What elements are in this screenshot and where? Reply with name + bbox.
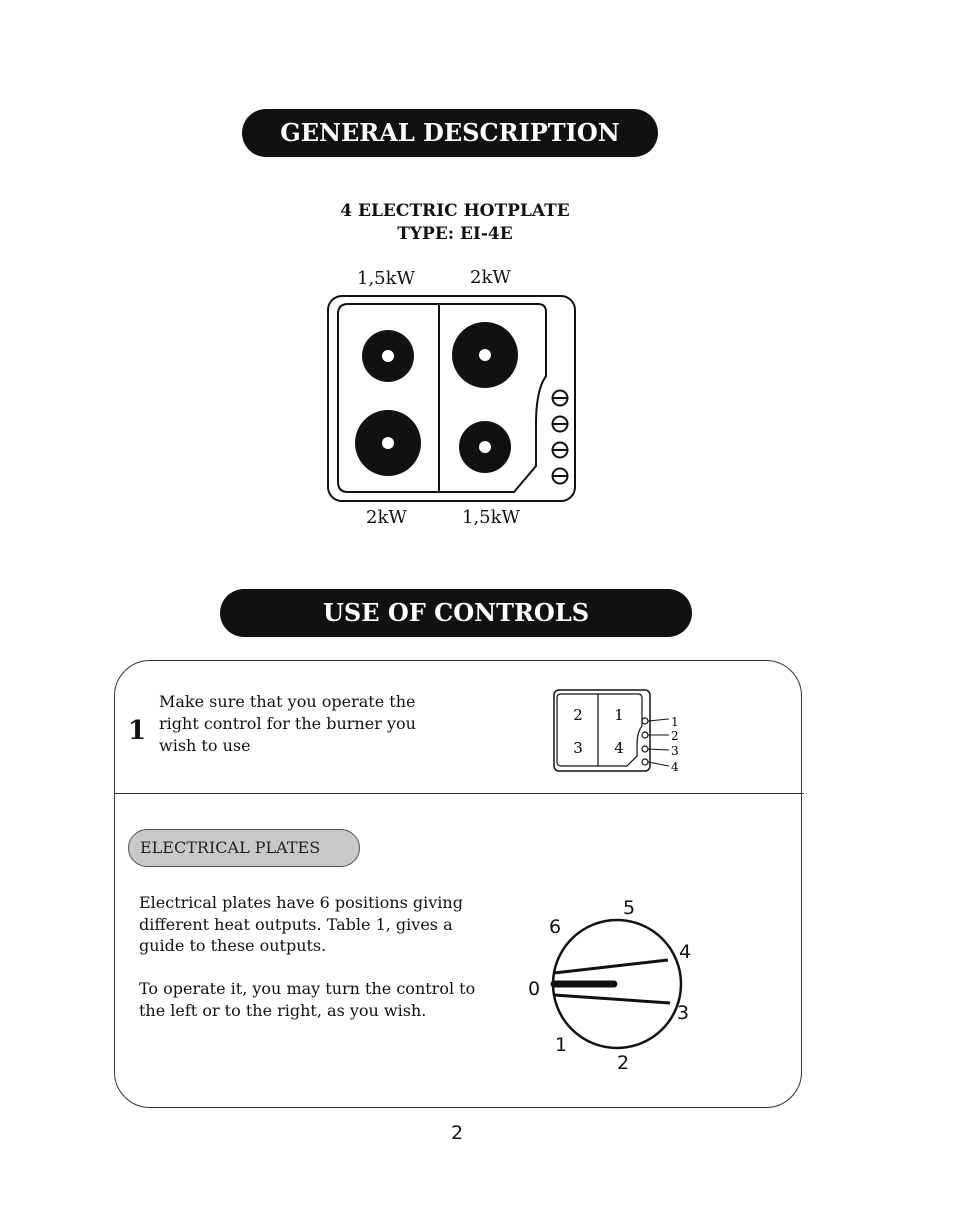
panel-divider — [114, 793, 804, 794]
knob-position-6: 6 — [549, 916, 562, 938]
knob-label-1: 1 — [671, 715, 679, 729]
plate-label-top-right: 2kW — [470, 267, 511, 288]
knob-position-1: 1 — [555, 1034, 568, 1056]
model-title — [290, 200, 620, 246]
hotplate-top-left — [362, 330, 414, 382]
plate-label-bottom-left: 2kW — [366, 507, 407, 528]
operation-paragraph: To operate it, you may turn the control to the left or to the right, as you wish. — [139, 979, 476, 1020]
positions-paragraph: Electrical plates have 6 positions giving different heat outputs. Table 1, gives a guide to these outputs. — [139, 893, 463, 955]
knob-position-4: 4 — [679, 941, 692, 963]
zone-label-4: 4 — [614, 739, 624, 757]
model-line-2: TYPE: EI-4E — [397, 224, 513, 244]
zone-label-2: 2 — [573, 706, 583, 724]
electrical-plates-subheading: ELECTRICAL PLATES — [128, 829, 360, 867]
hob-diagram — [326, 294, 578, 504]
step-instruction: Make sure that you operate the right control for the burner you wish to use — [159, 692, 416, 755]
plate-label-top-left: 1,5kW — [357, 268, 416, 289]
model-line-1: 4 ELECTRIC HOTPLATE — [340, 201, 570, 221]
hotplate-top-right — [452, 322, 518, 388]
knob-position-5: 5 — [623, 897, 636, 919]
control-mapping-diagram — [552, 688, 686, 778]
plate-label-bottom-right: 1,5kW — [462, 507, 521, 528]
knob-position-3: 3 — [677, 1002, 690, 1024]
zone-label-1: 1 — [614, 706, 624, 724]
zone-label-3: 3 — [573, 739, 583, 757]
control-knob-diagram — [520, 890, 710, 1080]
knob-label-4: 4 — [671, 760, 679, 774]
knob-position-2: 2 — [617, 1052, 630, 1074]
general-description-heading: GENERAL DESCRIPTION — [242, 109, 658, 157]
hotplate-bottom-right — [459, 421, 511, 473]
hotplate-bottom-left — [355, 410, 421, 476]
page-number: 2 — [450, 1122, 464, 1144]
knob-label-3: 3 — [671, 744, 679, 758]
knob-label-2: 2 — [671, 729, 679, 743]
step-number: 1 — [128, 716, 147, 746]
knob-position-0: 0 — [528, 978, 541, 1000]
use-of-controls-heading: USE OF CONTROLS — [220, 589, 692, 637]
